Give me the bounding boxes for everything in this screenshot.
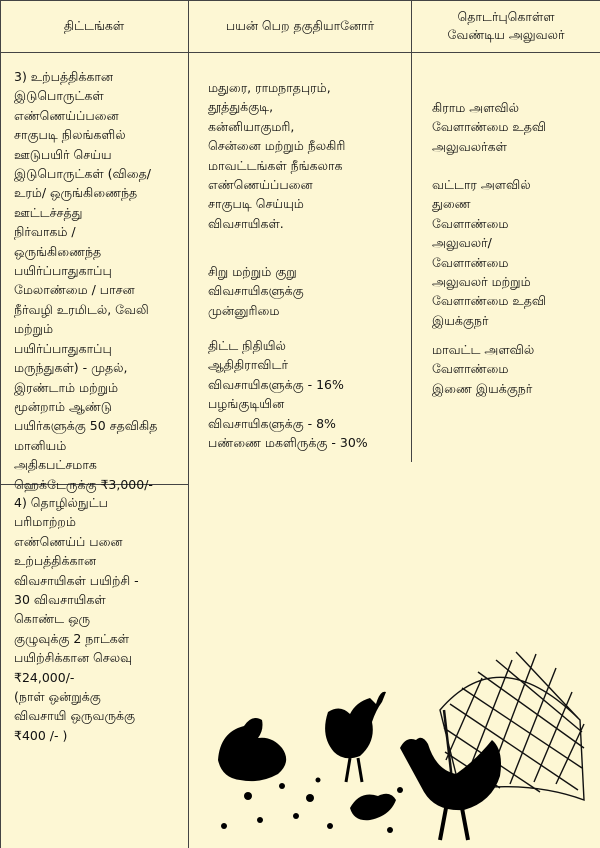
contact-district-level: மாவட்ட அளவில் வேளாண்மை இணை இயக்குநர் <box>432 342 535 396</box>
scheme-item-3: 3) உற்பத்திக்கான இடுபொருட்கள் எண்ணெய்ப்பனை சாகுபடி நிலங்களில் ஊடுபயிர் செய்ய இடுபொருட்கள் (விதை/ உரம்/ ஒருங்கிணைந்த ஊட்டச்சத்து நிர்வாகம் / ஒருங்கிணைந்த பயிர்ப்பாதுகாப்பு மேலாண்மை / பாசன நீர்வழி உரமிடல், வேலி மற்றும் பயிர்ப்பாதுகாப்பு மருந்துகள்) - முதல், இரண்டாம் மற்றும் மூன்றாம் ஆண்டு பயிர்களுக்கு 50 சதவிகித மானியம் அதிகபட்சமாக ஹெக்டேருக்கு ₹3,000/- <box>14 69 158 492</box>
beneficiaries-priority: சிறு மற்றும் குறு விவசாயிகளுக்கு முன்னுரிமை <box>208 264 304 318</box>
contact-block-level: வட்டார அளவில் துணை வேளாண்மை அலுவலர்/ வேளாண்மை அலுவலர் மற்றும் வேளாண்மை உதவி இயக்குநர் <box>432 177 547 328</box>
contact-village-level: கிராம அளவில் வேளாண்மை உதவி அலுவலர்கள் <box>432 100 547 154</box>
beneficiaries-allocation: திட்ட நிதியில் ஆதிதிராவிடர் விவசாயிகளுக்கு - 16% பழங்குடியின விவசாயிகளுக்கு - 8% பண்ணை மகளிருக்கு - 30% <box>208 338 368 451</box>
table-left-border <box>0 0 1 848</box>
beneficiaries-districts: மதுரை, ராமநாதபுரம், தூத்துக்குடி, கன்னியாகுமரி, சென்னை மற்றும் நீலகிரி மாவட்டங்கள் நீங்கலாக எண்ணெய்ப்பனை சாகுபடி செய்யும் விவசாயிகள். <box>208 80 346 231</box>
hens-and-hut-illustration <box>200 640 600 848</box>
header-bottom-border <box>0 52 600 53</box>
header-contact: தொடர்புகொள்ள வேண்டிய அலுவலர் <box>447 9 565 42</box>
table-top-border <box>0 0 600 1</box>
scheme-item-4: 4) தொழில்நுட்ப பரிமாற்றம் எண்ணெய்ப் பனை உற்பத்திக்கான விவசாயிகள் பயிற்சி - 30 விவசாயிகள் கொண்ட ஒரு குழுவுக்கு 2 நாட்கள் பயிற்சிக்கான செலவு ₹24,000/- (நாள் ஒன்றுக்கு விவசாயி ஒருவருக்கு ₹400 /- ) <box>14 495 139 743</box>
hen-icon <box>325 692 386 782</box>
header-beneficiaries: பயன் பெற தகுதியானோர் <box>225 18 375 33</box>
column-divider-2 <box>411 0 412 462</box>
chick-icon <box>350 794 396 821</box>
header-schemes: திட்டங்கள் <box>63 18 125 33</box>
column-divider-1 <box>188 0 189 848</box>
